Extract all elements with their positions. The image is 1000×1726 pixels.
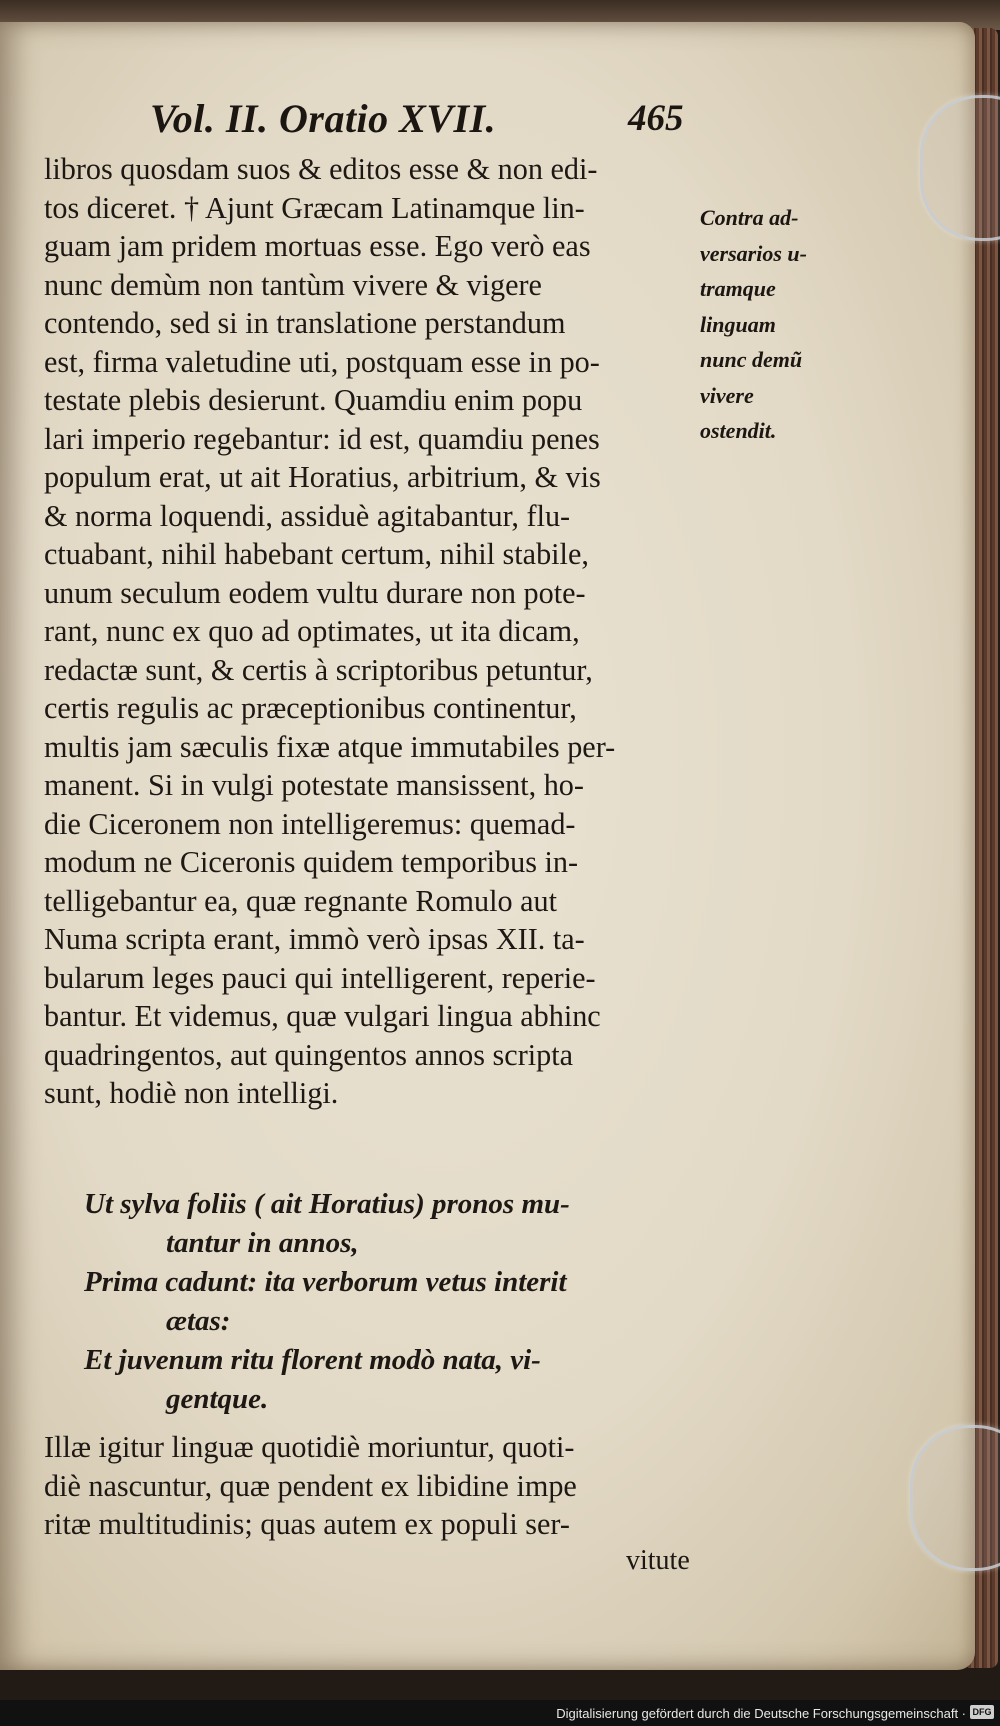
verse-line: Prima cadunt: ita verborum vetus interit <box>84 1266 567 1298</box>
text-line: Illæ igitur linguæ quotidiè moriuntur, quoti- <box>44 1430 575 1464</box>
text-line: nunc demùm non tantùm vivere & vigere <box>44 267 542 302</box>
catchword: vitute <box>626 1545 690 1576</box>
text-line: Numa scripta erant, immò verò ipsas XII. ta- <box>44 922 585 956</box>
footer-bar <box>0 1700 1000 1726</box>
text-line: contendo, sed si in translatione perstandum <box>44 306 566 340</box>
marginal-note-line: ostendit. <box>700 418 777 443</box>
text-line: sunt, hodiè non intelligi. <box>44 1076 339 1110</box>
body-text <box>44 150 694 1113</box>
marginal-note-line: tramque <box>700 276 776 301</box>
text-line: certis regulis ac præceptionibus continentur, <box>44 691 577 725</box>
marginal-note-line: versarios u- <box>700 240 807 266</box>
text-line: testate plebis desierunt. Quamdiu enim popu <box>44 383 583 417</box>
footer-credit: Digitalisierung gefördert durch die Deutsche Forschungsgemeinschaft · <box>556 1706 966 1721</box>
marginal-note <box>700 200 850 449</box>
marginal-note-line: nunc demũ <box>700 347 803 372</box>
text-line: diè nascuntur, quæ pendent ex libidine impe <box>44 1468 577 1503</box>
text-line: die Ciceronem non intelligeremus: quemad- <box>44 806 576 841</box>
verse-line: ætas: <box>166 1305 231 1337</box>
text-line: rant, nunc ex quo ad optimates, ut ita dicam, <box>44 614 580 648</box>
text-line: guam jam pridem mortuas esse. Ego verò eas <box>44 229 591 263</box>
text-line: unum seculum eodem vultu durare non pote- <box>44 575 586 610</box>
verse-line: Ut sylva foliis ( ait Horatius) pronos mu- <box>84 1188 570 1220</box>
text-line: & norma loquendi, assiduè agitabantur, flu- <box>44 498 571 533</box>
page-number: 465 <box>628 98 684 139</box>
text-line: quadringentos, aut quingentos annos scripta <box>44 1037 574 1072</box>
text-line: tos diceret. † Ajunt Græcam Latinamque lin- <box>44 190 585 225</box>
running-head: Vol. II. Oratio XVII. <box>150 96 497 141</box>
text-line: manent. Si in vulgi potestate mansissent, ho- <box>44 768 584 802</box>
text-line: bantur. Et videmus, quæ vulgari lingua abhinc <box>44 999 601 1033</box>
text-line: modum ne Ciceronis quidem temporibus in- <box>44 845 579 879</box>
text-line: ritæ multitudinis; quas autem ex populi ser- <box>44 1507 570 1541</box>
text-line: ctuabant, nihil habebant certum, nihil stabile, <box>44 537 589 571</box>
verse-line: Et juvenum ritu florent modò nata, vi- <box>84 1344 541 1376</box>
verse-line: tantur in annos, <box>166 1227 359 1259</box>
text-line: redactæ sunt, & certis à scriptoribus petuntur, <box>44 652 593 687</box>
marginal-note-line: linguam <box>700 311 776 337</box>
dfg-logo: DFG <box>970 1705 994 1719</box>
text-line: telligebantur ea, quæ regnante Romulo aut <box>44 883 558 918</box>
text-line: bularum leges pauci qui intelligerent, reperie- <box>44 960 596 995</box>
verse-quotation <box>84 1185 694 1419</box>
text-line: libros quosdam suos & editos esse & non edi- <box>44 152 598 186</box>
marginal-note-line: Contra ad- <box>700 205 799 230</box>
marginal-note-line: vivere <box>700 382 754 408</box>
verse-line: gentque. <box>166 1383 269 1415</box>
closing-paragraph <box>44 1428 694 1544</box>
page-clip-bottom <box>910 1425 1000 1571</box>
text-line: multis jam sæculis fixæ atque immutabiles per- <box>44 729 616 764</box>
text-line: est, firma valetudine uti, postquam esse in po- <box>44 344 600 379</box>
text-line: populum erat, ut ait Horatius, arbitrium, & vis <box>44 460 601 494</box>
text-line: lari imperio regebantur: id est, quamdiu penes <box>44 421 600 456</box>
